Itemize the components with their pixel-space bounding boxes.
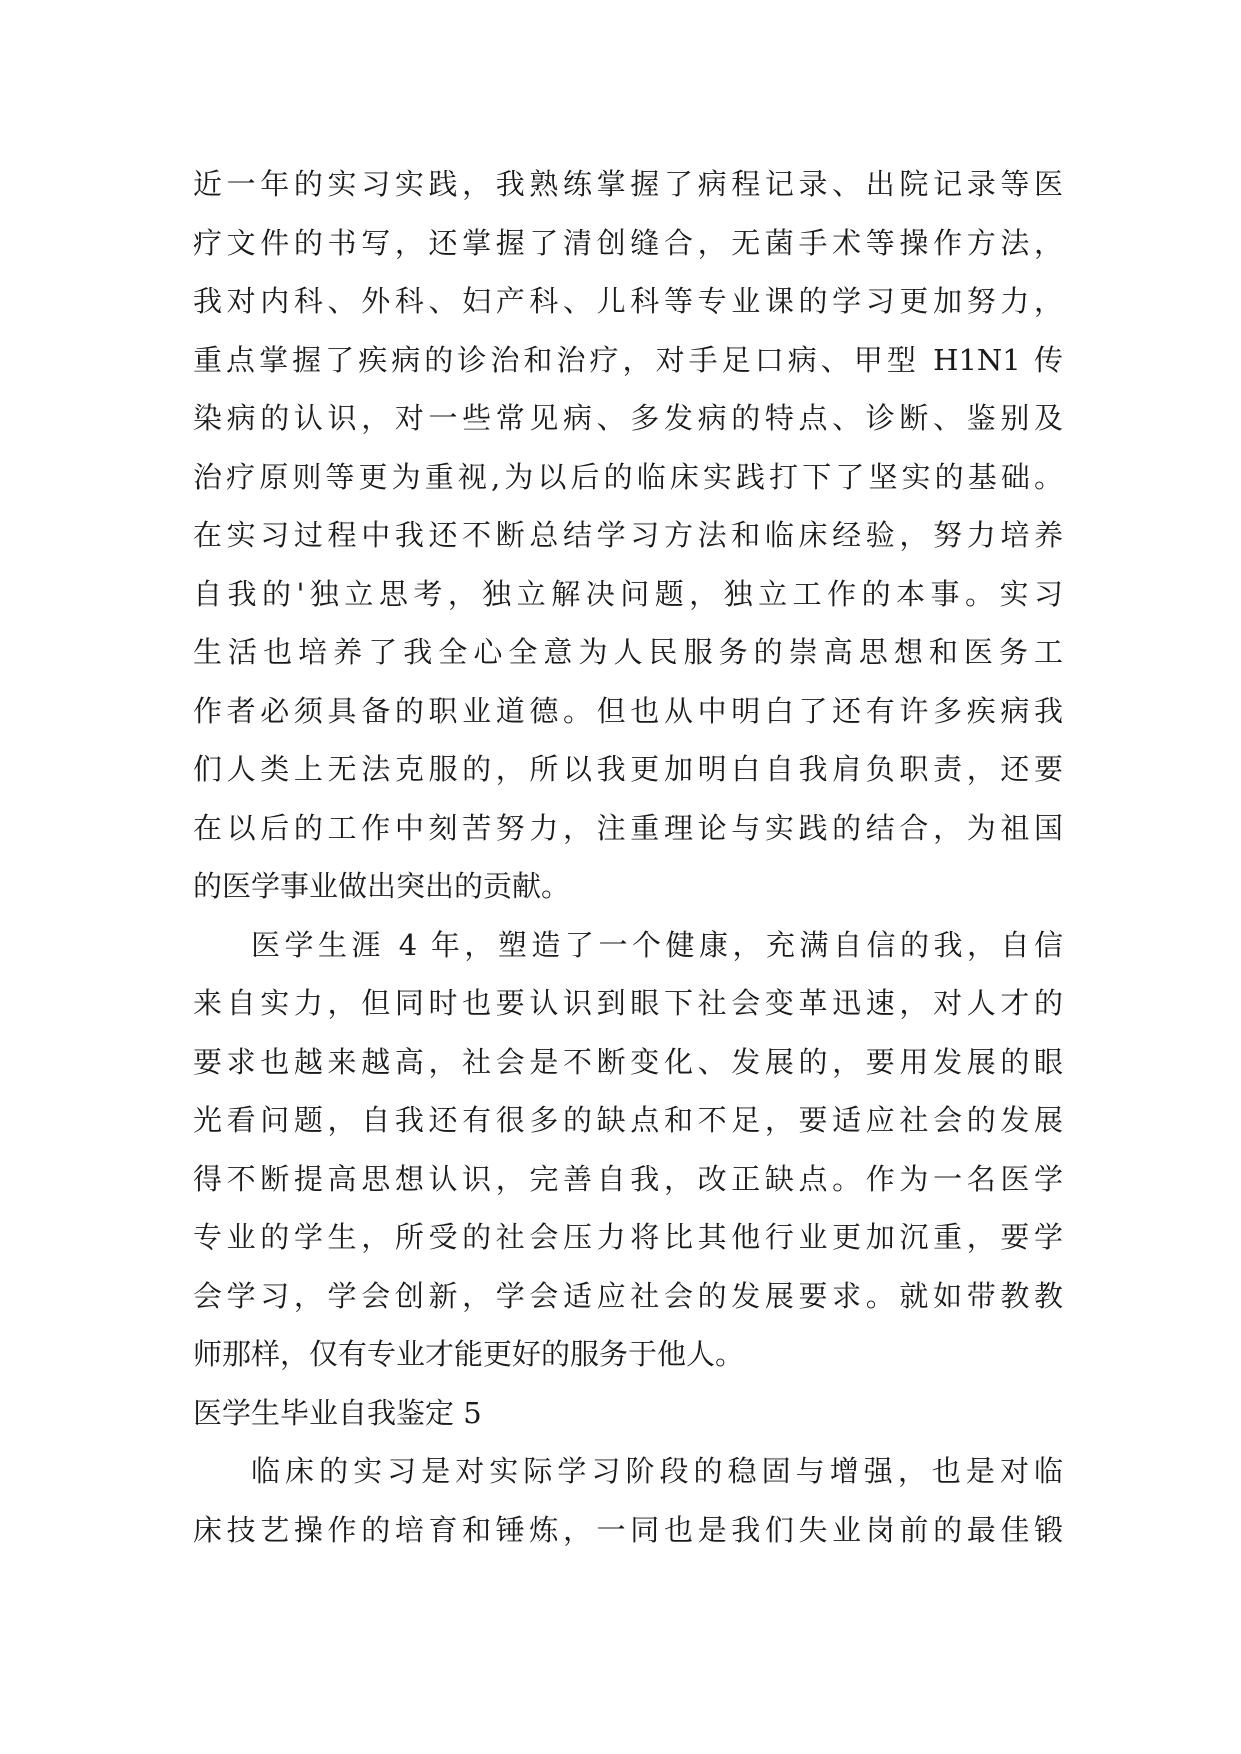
text-line: 染病的认识，对一些常见病、多发病的特点、诊断、鉴别及: [193, 401, 1063, 435]
text-line: 生活也培养了我全心全意为人民服务的崇高思想和医务工: [193, 635, 1063, 669]
text-line: 来自实力，但同时也要认识到眼下社会变革迅速，对人才的: [193, 986, 1063, 1020]
document-body: [193, 155, 1063, 1559]
text-line: 光看问题，自我还有很多的缺点和不足，要适应社会的发展: [193, 1103, 1063, 1137]
text-line: 临床的实习是对实际学习阶段的稳固与增强，也是对临: [251, 1454, 1063, 1488]
paragraph-clinical-internship: [193, 1442, 1063, 1559]
text-line: 自我的'独立思考，独立解决问题，独立工作的本事。实习: [193, 576, 1063, 611]
text-line: 会学习，学会创新，学会适应社会的发展要求。就如带教教: [193, 1278, 1063, 1313]
text-line: 们人类上无法克服的，所以我更加明白自我肩负职责，还要: [193, 752, 1063, 786]
paragraph-medical-career: [193, 916, 1063, 1384]
text-line: 疗文件的书写，还掌握了清创缝合，无菌手术等操作方法，: [193, 225, 1063, 260]
text-line: 作者必须具备的职业道德。但也从中明白了还有许多疾病我: [193, 693, 1063, 728]
text-line: 师那样，仅有专业才能更好的服务于他人。: [193, 1337, 745, 1371]
text-line: 我对内科、外科、妇产科、儿科等专业课的学习更加努力，: [193, 284, 1063, 318]
text-line: 重点掌握了疾病的诊治和治疗，对手足口病、甲型 H1N1 传: [193, 342, 1063, 377]
text-line: 专业的学生，所受的社会压力将比其他行业更加沉重，要学: [193, 1220, 1063, 1254]
text-line: 的医学事业做出突出的贡献。: [193, 869, 571, 903]
section-heading: 医学生毕业自我鉴定 5: [193, 1395, 482, 1430]
text-line: 近一年的实习实践，我熟练掌握了病程记录、出院记录等医: [193, 167, 1063, 201]
text-line: 得不断提高思想认识，完善自我，改正缺点。作为一名医学: [193, 1161, 1063, 1196]
text-line: 要求也越来越高，社会是不断变化、发展的，要用发展的眼: [193, 1044, 1063, 1079]
text-line: 在以后的工作中刻苦努力，注重理论与实践的结合，为祖国: [193, 810, 1063, 845]
text-line: 医学生涯 4 年，塑造了一个健康，充满自信的我，自信: [251, 927, 1063, 962]
paragraph-internship-summary: [193, 155, 1063, 916]
text-line: 床技艺操作的培育和锤炼，一同也是我们失业岗前的最佳锻: [193, 1512, 1063, 1547]
text-line: 在实习过程中我还不断总结学习方法和临床经验，努力培养: [193, 518, 1063, 552]
text-line: 治疗原则等更为重视,为以后的临床实践打下了坚实的基础。: [193, 459, 1063, 494]
